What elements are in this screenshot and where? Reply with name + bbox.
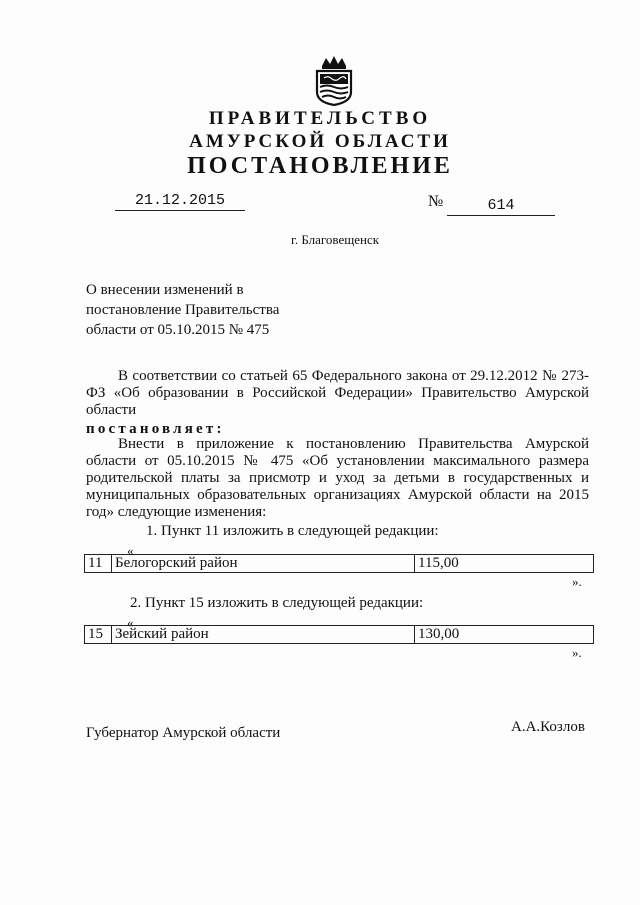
open-quote-1: « <box>127 543 134 558</box>
amur-coat-of-arms-emblem <box>314 52 354 106</box>
close-quote-1: ». <box>572 574 582 589</box>
main-text: Внести в приложение к постановлению Правительства Амурской области от 05.10.2015 № 475 «Об установлении максимального размера родительской платы за присмотр и уход за детьми в государственных и муниципальных образовательных организациях Амурской области на 2015 год» следующие изменения: <box>86 436 589 520</box>
document-number: 614 <box>447 197 555 216</box>
preamble-paragraph <box>86 368 589 419</box>
row-number-cell: 11 <box>85 555 112 573</box>
document-type-title: ПОСТАНОВЛЕНИЕ <box>187 153 453 179</box>
government-title: ПРАВИТЕЛЬСТВО <box>208 108 432 129</box>
row-number-cell: 15 <box>85 626 112 644</box>
district-name-cell: Зейский район <box>112 626 415 644</box>
preamble-text: В соответствии со статьей 65 Федерального закона от 29.12.2012 № 273-ФЗ «Об образовании в Российской Федерации» Правительство Амурской области <box>86 368 589 418</box>
fee-value-cell: 130,00 <box>415 626 594 644</box>
district-name-cell: Белогорский район <box>112 555 415 573</box>
main-paragraph <box>86 436 589 521</box>
governor-position: Губернатор Амурской области <box>86 725 281 741</box>
number-sign: № <box>428 193 444 210</box>
city-label: г. Благовещенск <box>290 232 380 247</box>
signatory-name: А.А.Козлов <box>511 719 585 735</box>
table-row <box>85 626 594 644</box>
close-quote-2: ». <box>572 645 582 660</box>
decree-word: постановляет: <box>86 421 225 437</box>
amendment-table-2 <box>84 625 594 644</box>
document-subject: О внесении изменений в постановление Правительства области от 05.10.2015 № 475 <box>86 282 280 338</box>
item-1-text: 1. Пункт 11 изложить в следующей редакции: <box>146 523 439 539</box>
open-quote-2: « <box>127 615 134 630</box>
amendment-table-1 <box>84 554 594 573</box>
document-date: 21.12.2015 <box>115 192 245 211</box>
table-row <box>85 555 594 573</box>
item-2-text: 2. Пункт 15 изложить в следующей редакции: <box>130 595 424 611</box>
fee-value-cell: 115,00 <box>415 555 594 573</box>
region-title: АМУРСКОЙ ОБЛАСТИ <box>189 131 451 152</box>
